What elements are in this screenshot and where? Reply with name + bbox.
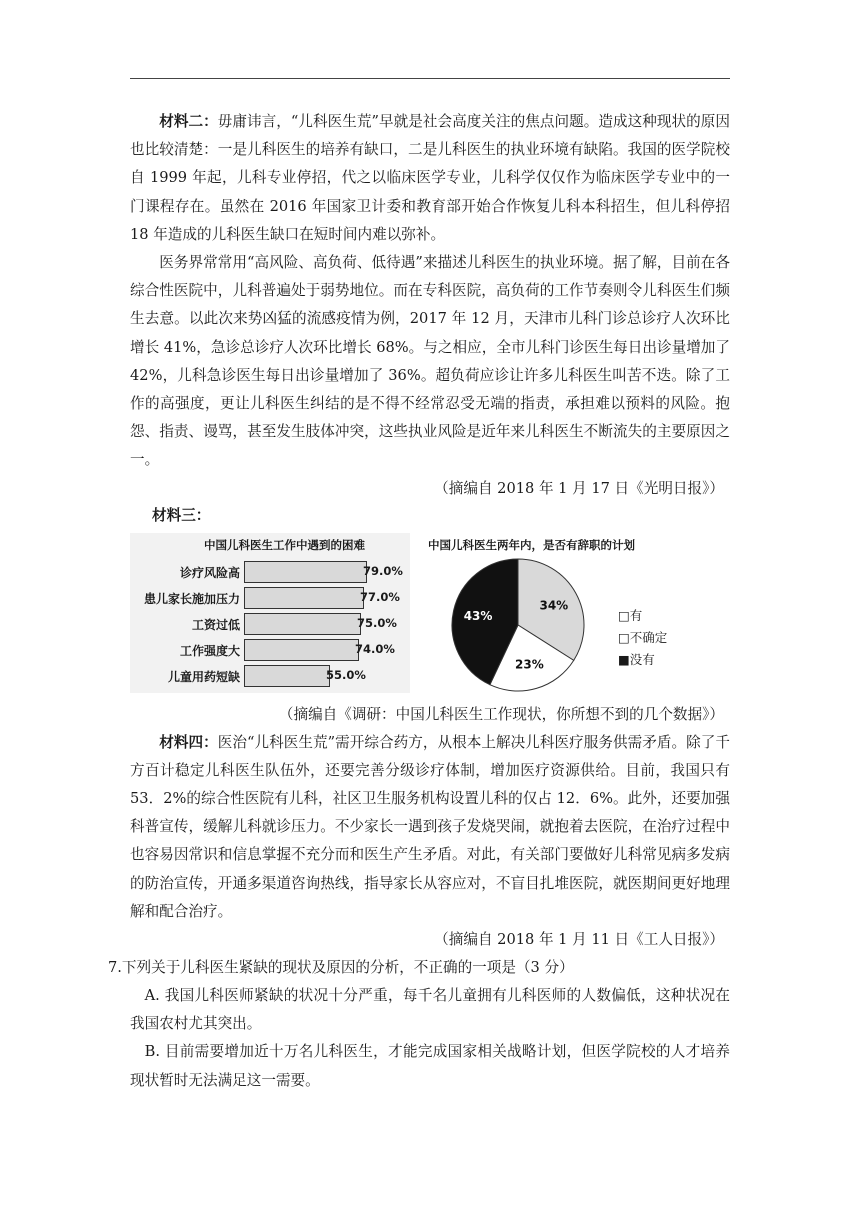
material4-text: 医治“儿科医生荒”需开综合药方，从根本上解决儿科医疗服务供需矛盾。除了千方百计稳定儿科医生队伍外，还要完善分级诊疗体制，增加医疗资源供给。目前，我国只有 53．2%的综合性医院有儿科，社区卫生服务机构设置儿科的仅占 12．6%。此外，还要加强科普宣传，缓解儿科就诊压力。不少家长一遇到孩子发烧哭闹，就抱着去医院，在治疗过程中也容易因常识和信息掌握不充分而和医生产生矛盾。对此，有关部门要做好儿科常见病多发病的防治宣传，开通多渠道咨询热线，指导家长从容应对，不盲目扎堆医院，就医期间更好地理解和配合治疗。 bbox=[130, 733, 730, 920]
bar-value-label: 79.0% bbox=[363, 563, 403, 578]
bar-row bbox=[130, 587, 410, 609]
header-rule bbox=[130, 78, 730, 79]
legend-entry bbox=[618, 605, 667, 627]
material3-charts bbox=[130, 533, 730, 701]
legend-entry bbox=[618, 627, 667, 649]
legend-label: ■没有 bbox=[618, 651, 655, 667]
material3-label: 材料三： bbox=[152, 506, 211, 524]
legend-label: □不确定 bbox=[618, 629, 668, 645]
bar bbox=[244, 665, 330, 687]
pie-slice-label: 23% bbox=[515, 656, 544, 671]
question-stem: 7.下列关于儿科医生紧缺的现状及原因的分析，不正确的一项是（3 分） bbox=[108, 959, 574, 977]
bar-value-label: 74.0% bbox=[355, 641, 395, 656]
bar-category-label: 儿童用药短缺 bbox=[167, 669, 240, 684]
material4-label: 材料四： bbox=[159, 733, 218, 751]
pie-slice-label: 34% bbox=[539, 597, 569, 612]
bar bbox=[244, 587, 364, 609]
material3-source: （摘编自《调研：中国儿科医生工作现状，你所想不到的几个数据》） bbox=[278, 705, 724, 723]
resignation-pie-chart bbox=[428, 533, 730, 693]
document-page bbox=[108, 108, 730, 1095]
pie-slice-label: 43% bbox=[463, 608, 493, 623]
pie-chart-title: 中国儿科医生两年内，是否有辞职的计划 bbox=[428, 537, 635, 552]
material4-paragraph bbox=[130, 729, 730, 926]
legend-label: □有 bbox=[618, 607, 643, 623]
pie-legend bbox=[618, 605, 667, 671]
bar-category-label: 工资过低 bbox=[191, 617, 240, 632]
material2-label: 材料二： bbox=[159, 113, 218, 130]
material4-source: （摘编自 2018 年 1 月 11 日《工人日报》） bbox=[434, 931, 724, 949]
material2-paragraph-1 bbox=[130, 108, 730, 249]
bar-value-label: 75.0% bbox=[357, 615, 397, 630]
material2-paragraph-2: 医务界常常用“高风险、高负荷、低待遇”来描述儿科医生的执业环境。据了解，目前在各综合性医院中，儿科普遍处于弱势地位。而在专科医院，高负荷的工作节奏则令儿科医生们频生去意。以此次来势凶猛的流感疫情为例，2017 年 12 月，天津市儿科门诊总诊疗人次环比增长 41%，急诊总诊疗人次环比增长 68%。与之相应，全市儿科门诊医生每日出诊量增加了 42%，儿科急诊医生每日出诊量增加了 36%。超负荷应诊让许多儿科医生叫苦不迭。除了工作的高强度，更让儿科医生纠结的是不得不经常忍受无端的指责，承担难以预料的风险。抱怨、指责、谩骂，甚至发生肢体冲突，这些执业风险是近年来儿科医生不断流失的主要原因之一。 bbox=[130, 254, 730, 469]
legend-entry bbox=[618, 649, 667, 671]
bar-row bbox=[130, 561, 410, 583]
bar-category-label: 工作强度大 bbox=[179, 643, 240, 658]
bar bbox=[244, 561, 367, 583]
bar bbox=[244, 639, 359, 661]
bar-category-label: 诊疗风险高 bbox=[179, 565, 240, 580]
bar-category-label: 患儿家长施加压力 bbox=[143, 591, 240, 606]
material2-text-1: 毋庸讳言，“儿科医生荒”早就是社会高度关注的焦点问题。造成这种现状的原因也比较清楚：一是儿科医生的培养有缺口，二是儿科医生的执业环境有缺陷。我国的医学院校自 1999 年起，儿科专业停招，代之以临床医学专业，儿科学仅仅作为临床医学专业中的一门课程存在。虽然在 2016 年国家卫计委和教育部开始合作恢复儿科本科招生，但儿科停招 18 年造成的儿科医生缺口在短时间内难以弥补。 bbox=[130, 113, 730, 243]
bar-row bbox=[130, 665, 410, 687]
pie-svg bbox=[428, 555, 608, 695]
bar-row bbox=[130, 613, 410, 635]
question-option-b[interactable]: B. 目前需要增加近十万名儿科医生，才能完成国家相关战略计划，但医学院校的人才培养现状暂时无法满足这一需要。 bbox=[130, 1043, 730, 1089]
question-option-a[interactable]: A. 我国儿科医师紧缺的状况十分严重，每千名儿童拥有儿科医师的人数偏低，这种状况在我国农村尤其突出。 bbox=[130, 987, 730, 1033]
material2-source: （摘编自 2018 年 1 月 17 日《光明日报》） bbox=[434, 479, 724, 497]
bar-value-label: 77.0% bbox=[360, 589, 400, 604]
bar-chart-title: 中国儿科医生工作中遇到的困难 bbox=[204, 537, 365, 552]
bar-value-label: 55.0% bbox=[326, 667, 366, 682]
bar bbox=[244, 613, 361, 635]
difficulty-bar-chart bbox=[130, 533, 410, 693]
bar-row bbox=[130, 639, 410, 661]
